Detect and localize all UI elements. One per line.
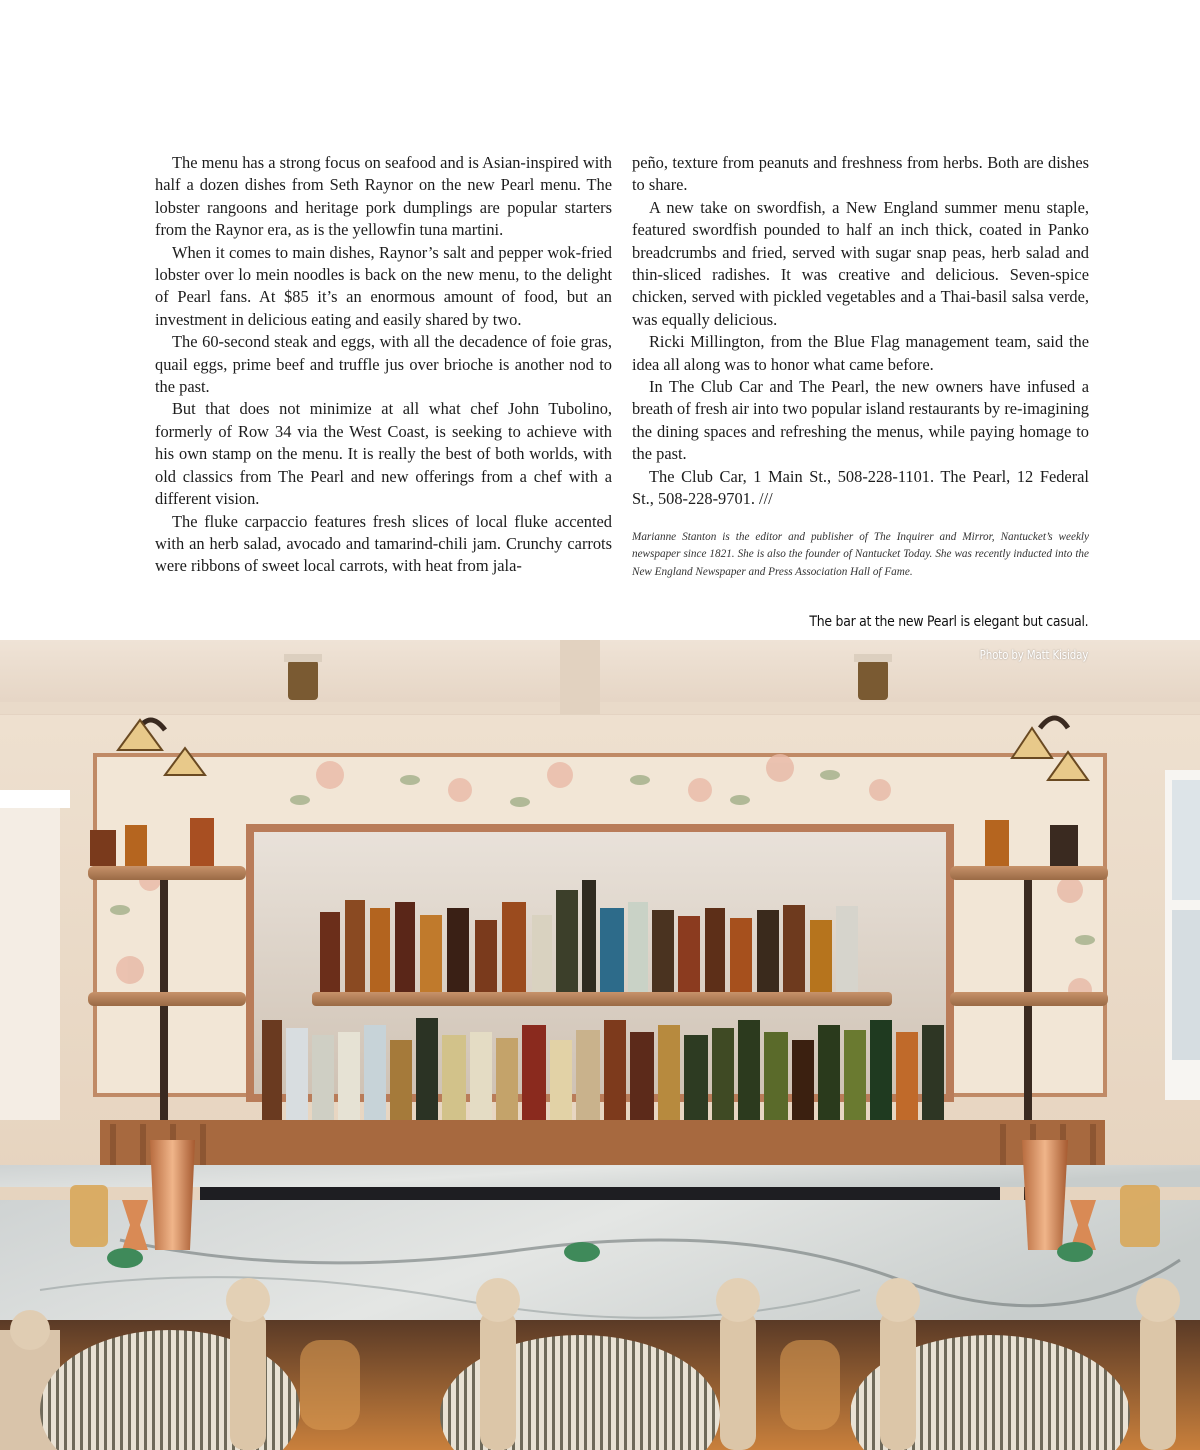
article-column-right [632, 152, 1089, 581]
bar-photo [0, 640, 1200, 1450]
paragraph: The 60-second steak and eggs, with all the decadence of foie gras, quail eggs, prime beef and truffle jus over brioche is another nod to the past. [155, 332, 612, 397]
article-column-left [155, 152, 612, 578]
paragraph: The Club Car, 1 Main St., 508-228-1101. The Pearl, 12 Federal St., 508-228-9701. /// [632, 466, 1089, 509]
paragraph: Ricki Millington, from the Blue Flag management team, said the idea all along was to honor what came before. [632, 332, 1089, 374]
photo-caption: The bar at the new Pearl is elegant but casual. [809, 614, 1088, 630]
paragraph-continuation: peño, texture from peanuts and freshness from herbs. Both are dishes to share. [632, 153, 1089, 195]
paragraph: In The Club Car and The Pearl, the new owners have infused a breath of fresh air into two popular island restaurants by re-imagining the dining spaces and refreshing the menus, while paying homage to the past. [632, 377, 1089, 464]
paragraph: The menu has a strong focus on seafood and is Asian-inspired with half a dozen dishes from Seth Raynor on the new Pearl menu. The lobster rangoons and heritage pork dumplings are popular starters from the Raynor era, as is the yellowfin tuna martini. [155, 153, 612, 240]
author-bio: Marianne Stanton is the editor and publisher of The Inquirer and Mirror, Nantucket’s weekly newspaper since 1821. She is also the founder of Nantucket Today. She was recently inducted into the New England Newspaper and Press Association Hall of Fame. [632, 530, 1089, 578]
photo-credit: Photo by Matt Kisiday [979, 648, 1088, 662]
paragraph: A new take on swordfish, a New England summer menu staple, featured swordfish pounded to half an inch thick, coated in Panko breadcrumbs and fried, served with sugar snap peas, herb salad and thin-sliced radishes. It was creative and delicious. Seven-spice chicken, served with pickled vegetables and a Thai-basil salsa verde, was equally delicious. [632, 197, 1089, 329]
paragraph: When it comes to main dishes, Raynor’s salt and pepper wok-fried lobster over lo mein noodles is back on the new menu, to the delight of Pearl fans. At $85 it’s an enormous amount of food, but an investment in delicious eating and easily shared by two. [155, 242, 612, 329]
paragraph: But that does not minimize at all what chef John Tubolino, formerly of Row 34 via the West Coast, is seeking to achieve with his own stamp on the menu. It is really the best of both worlds, with old classics from The Pearl and new offerings from a chef with a different vision. [155, 399, 612, 509]
paragraph: The fluke carpaccio features fresh slices of local fluke accented with an herb salad, avocado and tamarind-chili jam. Crunchy carrots were ribbons of sweet local carrots, with heat from jala- [155, 511, 612, 576]
